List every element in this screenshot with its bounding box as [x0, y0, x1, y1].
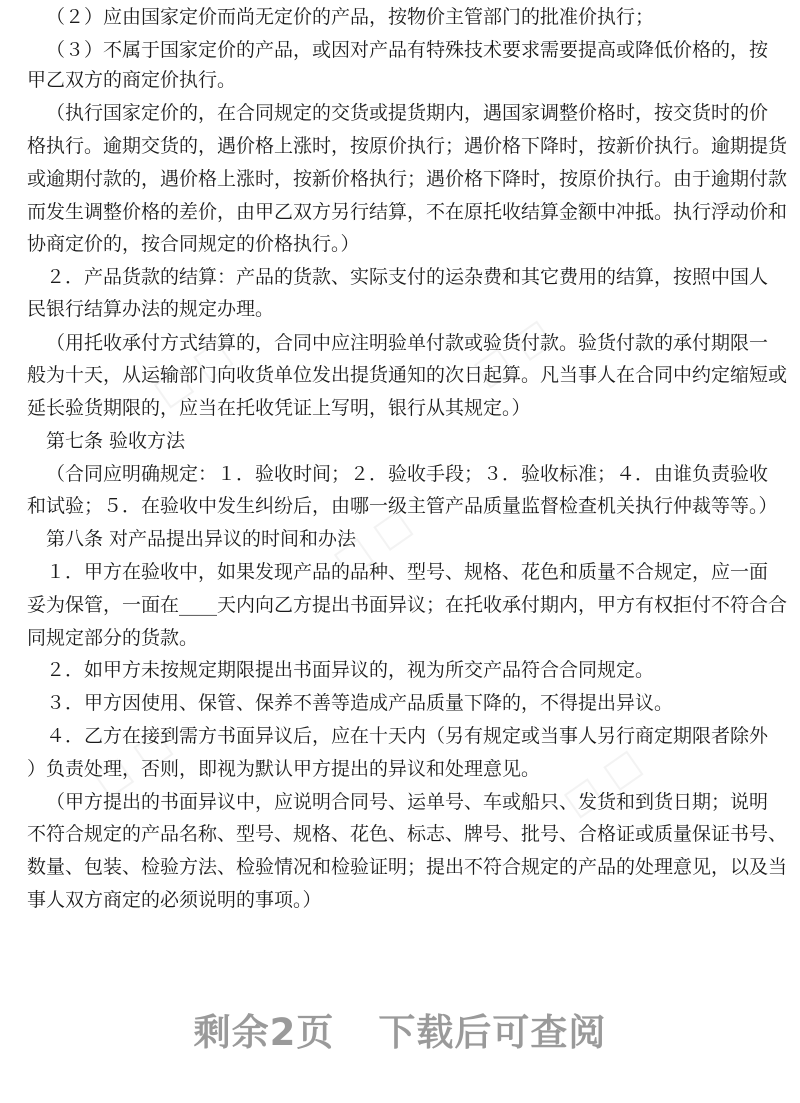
- text-line: 民银行结算办法的规定办理。: [27, 298, 275, 320]
- text-line: ３．甲方因使用、保管、保养不善等造成产品质量下降的，不得提出异议。: [46, 692, 674, 714]
- text-line: 延长验货期限的，应当在托收凭证上写明，银行从其规定。）: [27, 397, 531, 419]
- text-line: （用托收承付方式结算的，合同中应注明验单付款或验货付款。验货付款的承付期限一: [46, 332, 769, 354]
- section-heading: 第八条 对产品提出异议的时间和办法: [46, 528, 357, 550]
- remaining-pages-text: 剩余2页: [193, 1011, 335, 1054]
- text-line: （执行国家定价的，在合同规定的交货或提货期内，遇国家调整价格时，按交货时的价: [46, 102, 769, 124]
- text-line: （甲方提出的书面异议中，应说明合同号、运单号、车或船只、发货和到货日期；说明: [46, 791, 769, 813]
- text-line: ２．产品货款的结算：产品的货款、实际支付的运杂费和其它费用的结算，按照中国人: [46, 266, 769, 288]
- text-line: １．甲方在验收中，如果发现产品的品种、型号、规格、花色和质量不合规定，应一面: [46, 561, 769, 583]
- text-line: （３）不属于国家定价的产品，或因对产品有特殊技术要求需要提高或降低价格的，按: [46, 39, 769, 61]
- text-line: 和试验；５．在验收中发生纠纷后，由哪一级主管产品质量监督检查机关执行仲裁等等。）: [27, 495, 778, 517]
- text-line: 般为十天，从运输部门向收货单位发出提货通知的次日起算。凡当事人在合同中约定缩短或: [27, 364, 788, 386]
- text-line: 甲乙双方的商定价执行。: [27, 69, 237, 91]
- download-to-view-text: 下载后可查阅: [378, 1011, 607, 1054]
- text-line: 而发生调整价格的差价，由甲乙双方另行结算，不在原托收结算金额中冲抵。执行浮动价和: [27, 201, 788, 223]
- text-line: （合同应明确规定：１．验收时间；２．验收手段；３．验收标准；４．由谁负责验收: [46, 463, 769, 485]
- text-line: 同规定部分的货款。: [27, 627, 199, 649]
- text-line: 妥为保管，一面在____天内向乙方提出书面异议；在托收承付期内，甲方有权拒付不符合合: [27, 594, 788, 616]
- section-heading: 第七条 验收方法: [46, 430, 186, 452]
- text-line: 格执行。逾期交货的，遇价格上涨时，按原价执行；遇价格下降时，按新价执行。逾期提货: [27, 135, 788, 157]
- download-banner[interactable]: [0, 1002, 800, 1056]
- text-line: 或逾期付款的，遇价格上涨时，按新价格执行；遇价格下降时，按原价执行。由于逾期付款: [27, 168, 788, 190]
- text-line: ４．乙方在接到需方书面异议后，应在十天内（另有规定或当事人另行商定期限者除外: [46, 725, 769, 747]
- text-line: 数量、包装、检验方法、检验情况和检验证明；提出不符合规定的产品的处理意见，以及当: [27, 856, 788, 878]
- text-line: ）负责处理，否则，即视为默认甲方提出的异议和处理意见。: [27, 758, 541, 780]
- text-line: 不符合规定的产品名称、型号、规格、花色、标志、牌号、批号、合格证或质量保证书号、: [27, 823, 788, 845]
- text-line: （２）应由国家定价而尚无定价的产品，按物价主管部门的批准价执行；: [46, 6, 655, 28]
- text-line: ２．如甲方未按规定期限提出书面异议的，视为所交产品符合合同规定。: [46, 659, 655, 681]
- text-line: 协商定价的，按合同规定的价格执行。）: [27, 233, 360, 255]
- text-line: 事人双方商定的必须说明的事项。）: [27, 889, 322, 911]
